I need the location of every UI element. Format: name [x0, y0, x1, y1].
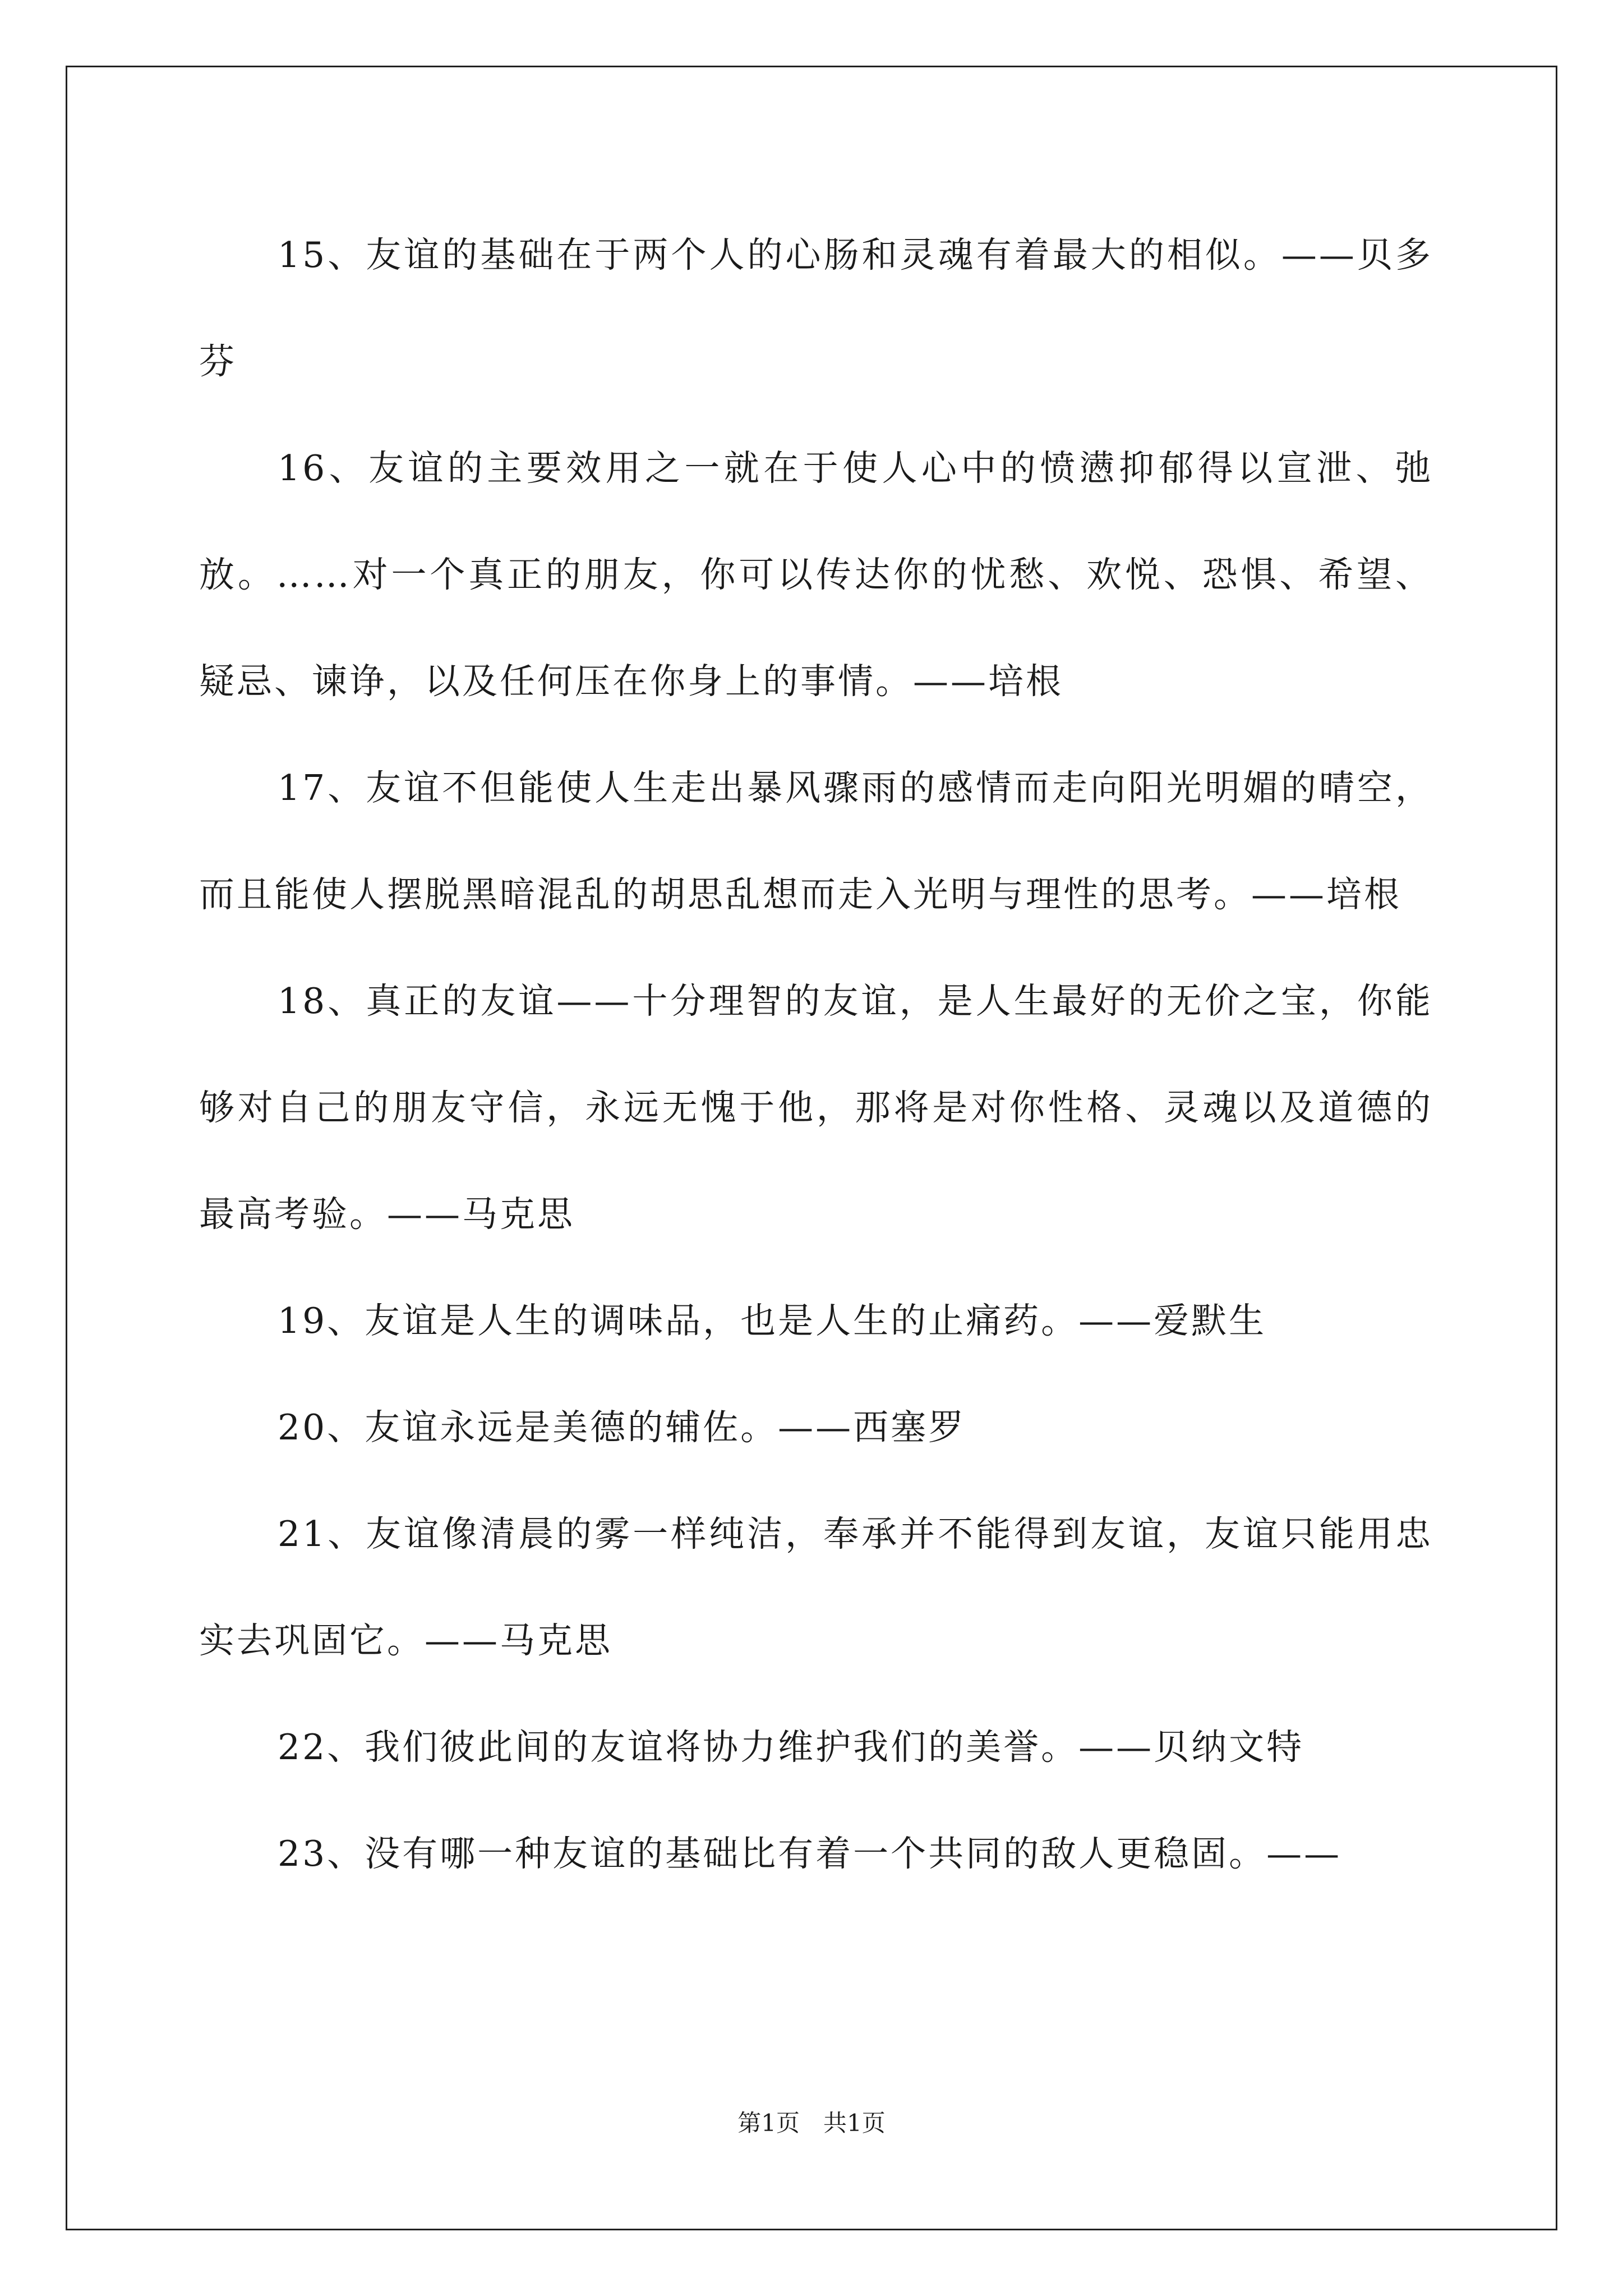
- quote-paragraph-22: 22、我们彼此间的友谊将协力维护我们的美誉。——贝纳文特: [278, 1727, 1304, 1768]
- quote-paragraph-18: 18、真正的友谊——十分理智的友谊，是人生最好的无价之宝，你能够对自己的朋友守信，永远无愧于他，那将是对你性格、灵魂以及道德的最高考验。——马克思: [199, 981, 1433, 1235]
- quote-paragraph-17: 17、友谊不但能使人生走出暴风骤雨的感情而走向阳光明媚的晴空，而且能使人摆脱黑暗混乱的胡思乱想而走入光明与理性的思考。——培根: [199, 767, 1433, 915]
- quote-paragraph-16: 16、友谊的主要效用之一就在于使人心中的愤懑抑郁得以宣泄、弛放。……对一个真正的朋友，你可以传达你的忧愁、欢悦、恐惧、希望、疑忌、谏诤，以及任何压在你身上的事情。——培根: [199, 448, 1433, 702]
- document-body: [199, 202, 1433, 1907]
- quote-paragraph-19: 19、友谊是人生的调味品，也是人生的止痛药。——爱默生: [278, 1300, 1267, 1341]
- quote-paragraph-21: 21、友谊像清晨的雾一样纯洁，奉承并不能得到友谊，友谊只能用忠实去巩固它。——马克思: [199, 1513, 1433, 1661]
- quote-paragraph-20: 20、友谊永远是美德的辅佐。——西塞罗: [278, 1407, 966, 1448]
- quote-paragraph-15: 15、友谊的基础在于两个人的心肠和灵魂有着最大的相似。——贝多芬: [199, 234, 1433, 382]
- page-footer: 第1页 共1页: [737, 2109, 886, 2137]
- quote-paragraph-23: 23、没有哪一种友谊的基础比有着一个共同的敌人更稳固。——: [278, 1833, 1342, 1874]
